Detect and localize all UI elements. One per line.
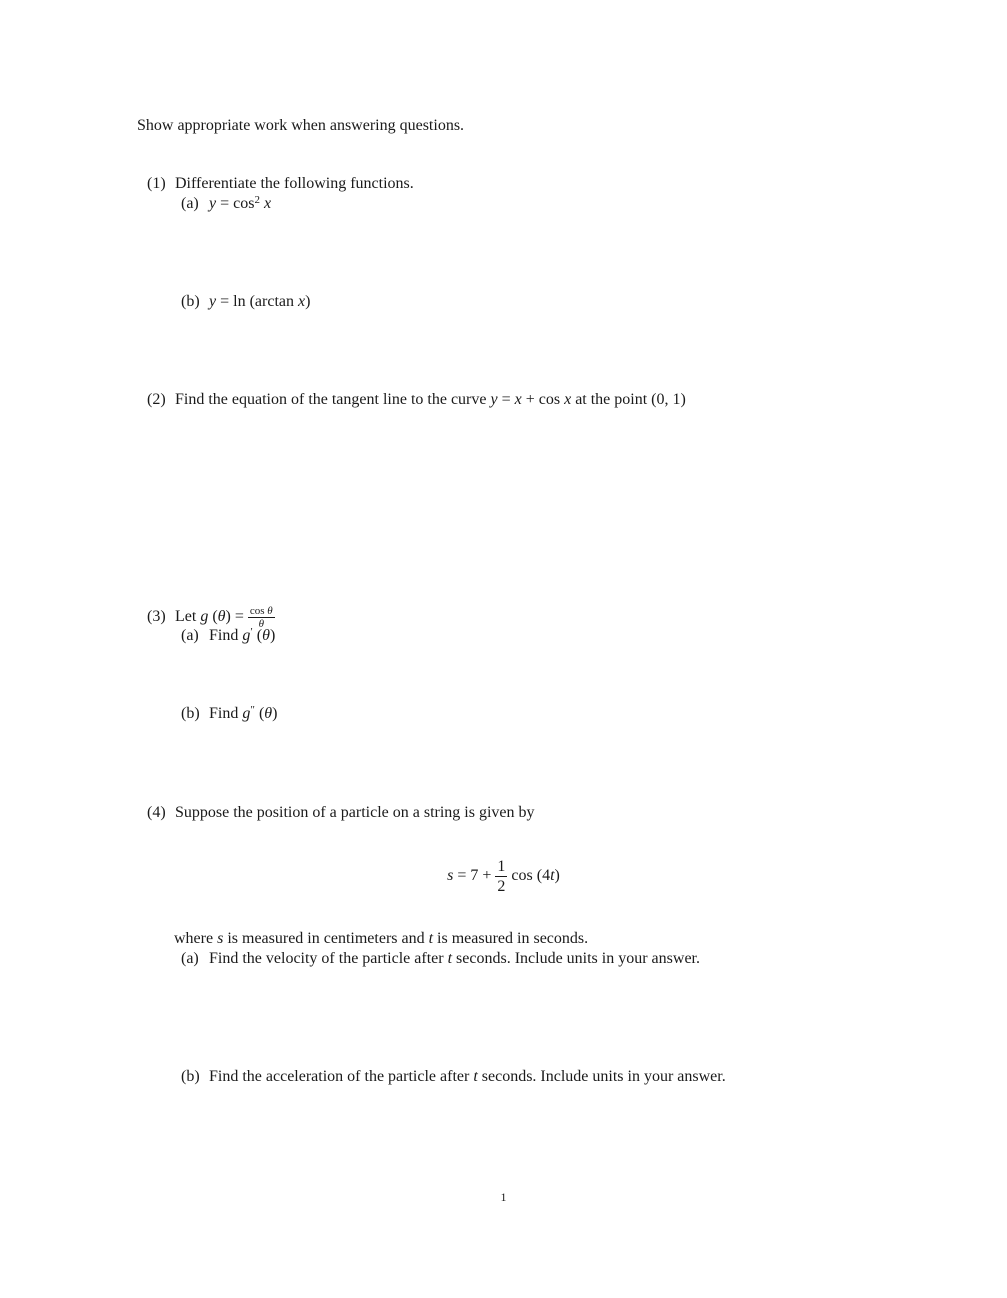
fraction-denominator: θ xyxy=(248,617,275,629)
math-text: = cos xyxy=(216,195,255,212)
question-4a xyxy=(181,949,700,969)
question-2-text: Find the equation of the tangent line to the curve xyxy=(175,391,491,408)
math-var-g: g xyxy=(242,705,251,722)
question-3-label: (3) xyxy=(147,608,166,626)
text: seconds. Include units in your answer. xyxy=(477,1068,726,1085)
math-var-y: y xyxy=(209,293,217,310)
question-1-text: Differentiate the following functions. xyxy=(175,175,414,192)
question-1b xyxy=(181,292,310,312)
double-prime-mark: ″ xyxy=(250,704,255,716)
math-text: = ln (arctan xyxy=(216,293,298,310)
math-text: ( xyxy=(252,627,263,644)
text: Find the acceleration of the particle after xyxy=(209,1068,474,1085)
text: is measured in seconds. xyxy=(433,930,589,947)
math-var-y: y xyxy=(209,195,217,212)
math-text: Find xyxy=(209,627,243,644)
question-1-label: (1) xyxy=(147,175,166,192)
question-2 xyxy=(147,390,686,410)
question-3a xyxy=(181,626,275,646)
math-var-g: g xyxy=(242,627,251,644)
question-4 xyxy=(147,803,535,823)
question-4a-label: (a) xyxy=(181,950,199,967)
text: seconds. Include units in your answer. xyxy=(452,950,700,967)
math-var-theta: θ xyxy=(217,608,226,626)
page-number: 1 xyxy=(500,1190,507,1204)
question-3a-label: (a) xyxy=(181,627,199,644)
text: is measured in centimeters and xyxy=(223,930,429,947)
math-var-t: t xyxy=(473,1068,478,1085)
prime-mark: ′ xyxy=(250,626,253,638)
question-4b-label: (b) xyxy=(181,1068,200,1085)
question-4b xyxy=(181,1067,726,1087)
question-2-label: (2) xyxy=(147,391,166,408)
fraction-numerator: 1 xyxy=(497,857,506,875)
question-1a xyxy=(181,194,271,214)
math-fn-cos: cos xyxy=(249,605,268,617)
math-text: ) xyxy=(272,705,278,722)
question-1 xyxy=(147,174,414,194)
question-4-text: Suppose the position of a particle on a string is given by xyxy=(175,804,535,821)
question-2-text-end: at the point (0, 1) xyxy=(571,391,686,408)
math-text: = 7 + xyxy=(453,867,496,884)
math-text: Find xyxy=(209,705,243,722)
question-4-where-clause xyxy=(174,929,588,949)
math-var-s: s xyxy=(447,867,454,884)
question-1b-label: (b) xyxy=(181,293,200,310)
math-var-theta: θ xyxy=(267,605,273,617)
math-text: ) xyxy=(554,867,560,884)
math-text: ) = xyxy=(225,608,248,626)
math-text: Let xyxy=(175,608,201,626)
math-var-x: x xyxy=(259,195,272,212)
math-var-g: g xyxy=(200,608,209,626)
math-text: ( xyxy=(254,705,265,722)
fraction-numerator xyxy=(248,606,275,617)
display-equation xyxy=(0,853,1007,899)
math-var-t: t xyxy=(447,950,453,967)
question-4-label: (4) xyxy=(147,804,166,821)
math-var-t: t xyxy=(550,867,555,884)
math-text: = xyxy=(497,391,515,408)
math-var-s: s xyxy=(217,930,224,947)
superscript-exponent: 2 xyxy=(254,194,260,206)
math-var-theta: θ xyxy=(264,705,273,722)
question-3b xyxy=(181,704,277,724)
question-1a-label: (a) xyxy=(181,195,199,212)
math-text: ( xyxy=(208,608,218,626)
math-text: ) xyxy=(305,293,311,310)
text: where xyxy=(174,930,218,947)
text: Find the velocity of the particle after xyxy=(209,950,448,967)
math-text: ) xyxy=(269,627,276,644)
math-var-x: x xyxy=(297,293,306,310)
math-var-theta: θ xyxy=(262,627,270,644)
math-var-x: x xyxy=(514,391,522,408)
math-var-t: t xyxy=(428,930,434,947)
math-var-x: x xyxy=(564,391,572,408)
instruction-text: Show appropriate work when answering questions. xyxy=(137,117,465,134)
fraction-denominator: 2 xyxy=(497,877,506,895)
math-text: cos (4 xyxy=(507,867,551,884)
math-text: + cos xyxy=(521,391,565,408)
fraction xyxy=(495,858,507,895)
math-var-y: y xyxy=(490,391,498,408)
question-3b-label: (b) xyxy=(181,705,200,722)
